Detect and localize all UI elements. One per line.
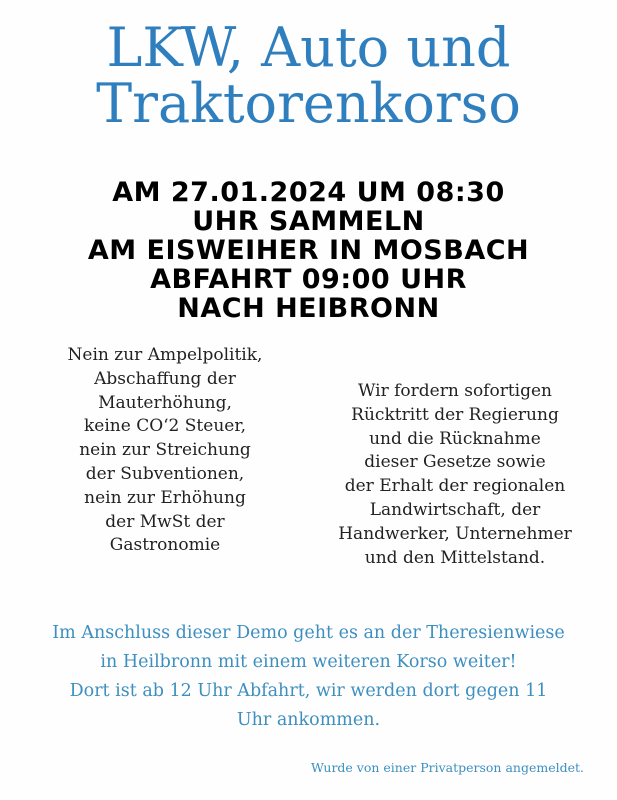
event-line-4: ABFAHRT 09:00 UHR bbox=[150, 264, 467, 295]
demand-left-line: Mauterhöhung, bbox=[98, 392, 232, 413]
demand-left-line: Gastronomie bbox=[109, 535, 221, 556]
demand-right-line: Wir fordern sofortigen bbox=[358, 381, 552, 401]
event-line-1: AM 27.01.2024 UM 08:30 bbox=[112, 177, 505, 208]
demands-left-column bbox=[30, 344, 300, 558]
flyer-title bbox=[0, 16, 617, 135]
title-line-2: Traktorenkorso bbox=[96, 72, 521, 135]
demand-right-line: Landwirtschaft, der bbox=[369, 499, 541, 520]
info-line-2: in Heilbronn mit einem weiteren Korso weiter! bbox=[100, 652, 517, 672]
demand-right-line: und die Rücknahme bbox=[369, 428, 541, 449]
event-details bbox=[0, 178, 617, 323]
follow-up-info bbox=[0, 619, 617, 735]
demand-left-line: Nein zur Ampelpolitik, bbox=[67, 345, 263, 365]
event-line-2: UHR SAMMELN bbox=[192, 206, 425, 237]
event-line-5: NACH HEIBRONN bbox=[177, 293, 440, 324]
demand-left-line: der MwSt der bbox=[105, 511, 225, 532]
demand-right-line: und den Mittelstand. bbox=[364, 547, 546, 568]
info-line-4: Uhr ankommen. bbox=[236, 710, 381, 730]
demand-left-line: nein zur Streichung bbox=[79, 440, 251, 461]
demands-right-column bbox=[310, 380, 600, 570]
demand-left-line: der Subventionen, bbox=[85, 463, 245, 484]
event-line-3: AM EISWEIHER IN MOSBACH bbox=[87, 235, 530, 266]
demand-left-line: nein zur Erhöhung bbox=[84, 487, 246, 508]
demand-left-line: Abschaffung der bbox=[94, 368, 236, 389]
demand-left-line: keine CO‘2 Steuer, bbox=[84, 416, 246, 437]
info-line-3: Dort ist ab 12 Uhr Abfahrt, wir werden dort gegen 11 bbox=[69, 681, 548, 701]
registration-note: Wurde von einer Privatperson angemeldet. bbox=[311, 760, 584, 775]
title-line-1: LKW, Auto und bbox=[106, 16, 511, 79]
demand-right-line: der Erhalt der regionalen bbox=[344, 476, 566, 497]
demand-right-line: Rücktritt der Regierung bbox=[351, 404, 559, 425]
demand-right-line: Handwerker, Unternehmer bbox=[338, 523, 572, 544]
demand-right-line: dieser Gesetze sowie bbox=[364, 452, 546, 473]
info-line-1: Im Anschluss dieser Demo geht es an der Theresienwiese bbox=[52, 623, 565, 643]
